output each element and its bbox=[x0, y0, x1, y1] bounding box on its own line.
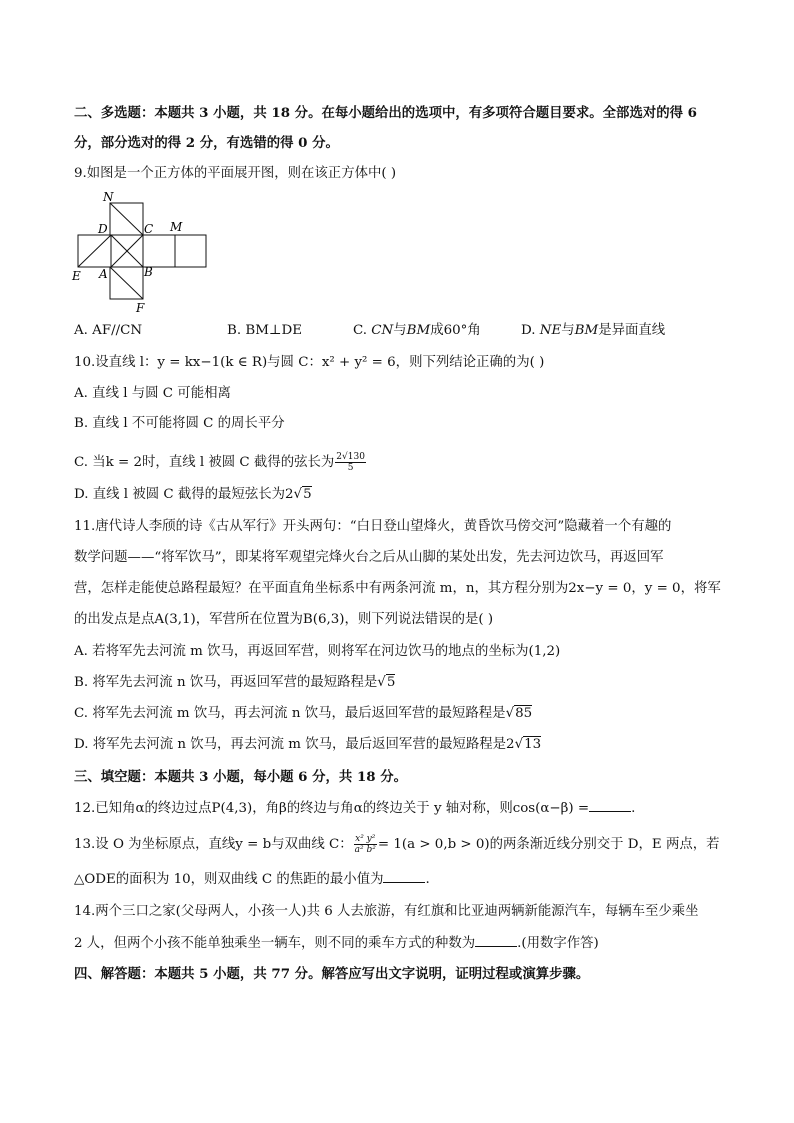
q10-stem: 10.设直线 l：y = kx−1(k ∈ R)与圆 C：x² + y² = 6，则下列结论正确的为( ) bbox=[74, 355, 545, 370]
q9-option-a: A. AF//CN bbox=[74, 323, 143, 338]
q14-answer-blank[interactable] bbox=[475, 934, 517, 947]
label-E: E bbox=[72, 269, 81, 283]
q9-option-c: C. CN与BM成60°角 bbox=[353, 323, 481, 338]
q11-option-c: C. 将军先去河流 m 饮马，再去河流 n 饮马，最后返回军营的最短路程是√85 bbox=[74, 706, 533, 721]
q9-option-d: D. NE与BM是异面直线 bbox=[521, 323, 666, 338]
q11-stem-line1: 11.唐代诗人李颀的诗《古从军行》开头两句：“白日登山望烽火，黄昏饮马傍交河”隐藏着一个有趣的 bbox=[74, 519, 672, 534]
q11-stem-line3: 营，怎样走能使总路程最短？在平面直角坐标系中有两条河流 m，n，其方程分别为2x−y = 0，y = 0，将军 bbox=[74, 581, 721, 596]
section3-heading: 三、填空题：本题共 3 小题，每小题 6 分，共 18 分。 bbox=[74, 769, 408, 785]
q13-stem-line1: 13.设 O 为坐标原点，直线y = b与双曲线 C： $\frac{\text{x² y²}}{\text{a² b²}}$ = 1(a > 0,b > 0)的两条渐近线分别交于 D，E 两点，若 bbox=[74, 834, 720, 855]
section4-heading: 四、解答题：本题共 5 小题，共 77 分。解答应写出文字说明，证明过程或演算步骤。 bbox=[74, 966, 590, 982]
section2-heading-line2: 分，部分选对的得 2 分，有选错的得 0 分。 bbox=[74, 135, 339, 151]
q11-option-d: D. 将军先去河流 n 饮马，再去河流 m 饮马，最后返回军营的最短路程是2√13 bbox=[74, 737, 542, 752]
q11-option-a: A. 若将军先去河流 m 饮马，再返回军营，则将军在河边饮马的地点的坐标为(1,2) bbox=[74, 644, 561, 659]
section2-heading-line1: 二、多选题：本题共 3 小题，共 18 分。在每小题给出的选项中，有多项符合题目要求。全部选对的得 6 bbox=[74, 105, 697, 121]
q12-answer-blank[interactable] bbox=[589, 799, 631, 812]
q10-option-c: C. 当k = 2时，直线 l 被圆 C 截得的弦长为 $\frac{2√130}{5}$ bbox=[74, 452, 365, 473]
q13-answer-blank[interactable] bbox=[383, 870, 425, 883]
label-N: N bbox=[103, 190, 114, 204]
q11-stem-line4: 的出发点是点A(3,1)，军营所在位置为B(6,3)，则下列说法错误的是( ) bbox=[74, 612, 494, 627]
q13-stem-line2: △ODE的面积为 10，则双曲线 C 的焦距的最小值为 . bbox=[74, 872, 430, 887]
q12-stem: 12.已知角α的终边过点P(4,3)，角β的终边与角α的终边关于 y 轴对称，则cos(α−β) = . bbox=[74, 801, 636, 816]
label-C: C bbox=[144, 222, 154, 236]
q9-stem: 9.如图是一个正方体的平面展开图，则在该正方体中( ) bbox=[74, 166, 397, 181]
q10-option-a: A. 直线 l 与圆 C 可能相离 bbox=[74, 386, 231, 401]
q11-option-b: B. 将军先去河流 n 饮马，再返回军营的最短路程是√5 bbox=[74, 675, 396, 690]
label-A: A bbox=[99, 267, 108, 281]
label-D: D bbox=[98, 222, 108, 236]
q10-option-d: D. 直线 l 被圆 C 截得的最短弦长为2√5 bbox=[74, 487, 312, 502]
label-M: M bbox=[170, 220, 183, 234]
q14-stem-line1: 14.两个三口之家(父母两人，小孩一人)共 6 人去旅游，有红旗和比亚迪两辆新能源汽车，每辆车至少乘坐 bbox=[74, 904, 699, 919]
q14-stem-line2: 2 人，但两个小孩不能单独乘坐一辆车，则不同的乘车方式的种数为 .(用数字作答) bbox=[74, 936, 599, 951]
label-F: F bbox=[136, 301, 145, 314]
q10-option-b: B. 直线 l 不可能将圆 C 的周长平分 bbox=[74, 416, 285, 431]
q9-option-b: B. BM⊥DE bbox=[227, 323, 303, 338]
q11-stem-line2: 数学问题——“将军饮马”，即某将军观望完烽火台之后从山脚的某处出发，先去河边饮马，再返回军 bbox=[74, 550, 664, 565]
cube-net-figure bbox=[70, 188, 220, 314]
label-B: B bbox=[144, 265, 153, 279]
